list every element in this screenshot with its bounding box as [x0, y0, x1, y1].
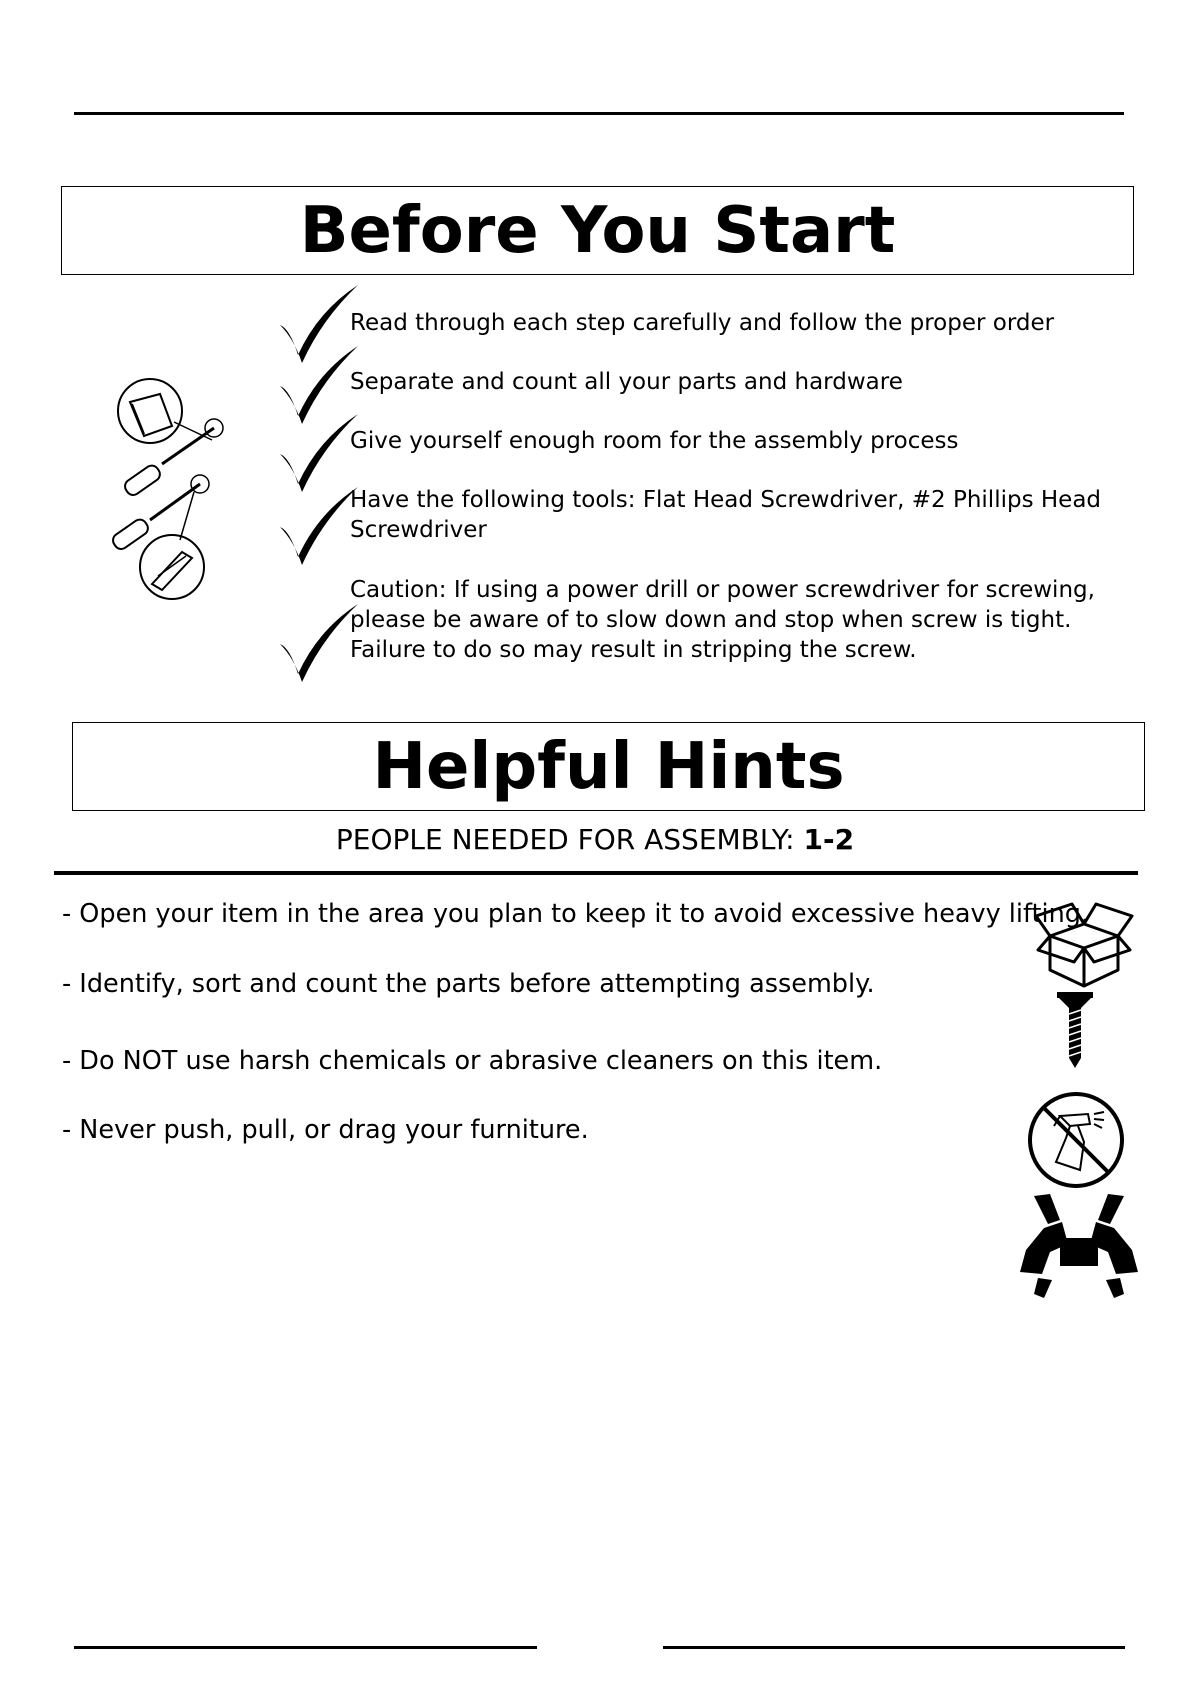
- hints-divider: [54, 871, 1138, 875]
- helpful-hints-header: [72, 722, 1145, 811]
- checklist-item-caution: Caution: If using a power drill or power screwdriver for screwing, please be aware of to slow down and stop when screw is tight. Failure to do so may result in stripping the screw.: [350, 577, 1095, 663]
- hint-item: - Never push, pull, or drag your furniture.: [62, 1115, 589, 1145]
- bottom-rule-left: [74, 1646, 537, 1649]
- hint-item: - Do NOT use harsh chemicals or abrasive cleaners on this item.: [62, 1046, 883, 1076]
- hint-item: - Open your item in the area you plan to keep it to avoid excessive heavy lifting.: [62, 899, 1090, 929]
- before-you-start-header: [61, 186, 1134, 275]
- people-needed-count: 1-2: [803, 823, 855, 856]
- people-needed: [0, 823, 1190, 856]
- helpful-hints-title: Helpful Hints: [372, 729, 845, 804]
- checkmark-icon: [278, 602, 360, 682]
- checklist-item: Have the following tools: Flat Head Screwdriver, #2 Phillips Head Screwdriver: [350, 487, 1102, 543]
- bottom-rule-right: [663, 1646, 1125, 1649]
- checklist-item: Read through each step carefully and follow the proper order: [350, 310, 1055, 336]
- people-needed-label: PEOPLE NEEDED FOR ASSEMBLY:: [335, 823, 795, 856]
- no-spray-cleaner-icon: [1026, 1090, 1126, 1190]
- top-rule: [74, 112, 1124, 115]
- screw-icon: [1055, 990, 1095, 1070]
- screwdrivers-icon: [110, 370, 240, 600]
- checklist-item: Separate and count all your parts and hardware: [350, 369, 903, 395]
- two-person-lift-icon: [1020, 1194, 1138, 1298]
- checklist-item: Give yourself enough room for the assembly process: [350, 428, 959, 454]
- before-you-start-title: Before You Start: [299, 193, 896, 268]
- open-box-icon: [1034, 898, 1134, 990]
- hint-item: - Identify, sort and count the parts before attempting assembly.: [62, 969, 875, 999]
- checkmark-icon: [278, 412, 360, 492]
- checkmark-icon: [278, 485, 360, 565]
